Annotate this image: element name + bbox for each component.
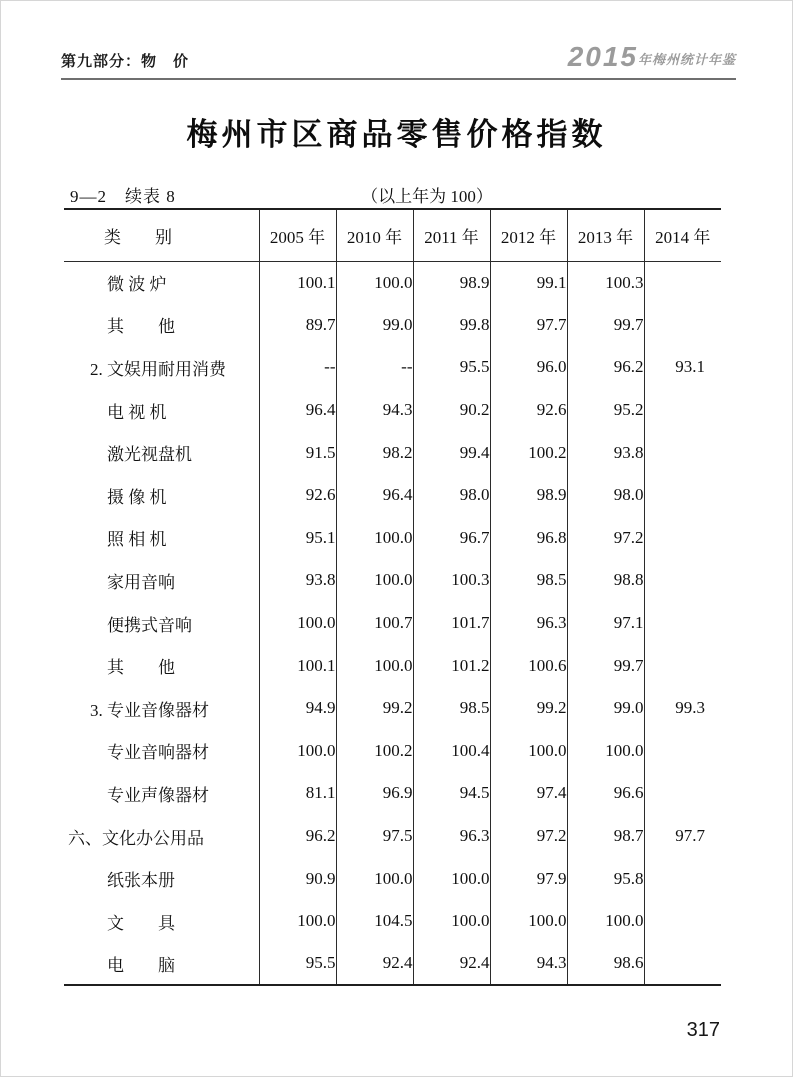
value-cell: 96.9 [336,772,413,815]
table-row [64,431,721,474]
value-cell: -- [336,346,413,389]
category-label: 2. 文娱用耐用消费 [90,359,226,379]
value-cell: 100.0 [413,900,490,943]
table-row [64,389,721,432]
value-cell [644,943,721,986]
table-row [64,644,721,687]
value-cell: 98.5 [413,687,490,730]
table-header [64,209,721,261]
page-title: 梅州市区商品零售价格指数 [186,117,607,152]
value-cell: 98.0 [413,474,490,517]
table-row [64,261,721,304]
value-cell: 81.1 [259,772,336,815]
table-row [64,602,721,645]
column-header-year-1: 2010 年 [336,209,413,261]
value-cell: 98.0 [567,474,644,517]
value-cell: 100.0 [259,900,336,943]
category-label: 文 具 [107,913,175,933]
category-label: 其 他 [107,658,175,678]
table-row [64,857,721,900]
column-header-category: 类 别 [64,209,259,261]
table-base-note: （以上年为 100） [361,187,493,206]
value-cell [644,772,721,815]
table-row [64,559,721,602]
category-label: 六、文化办公用品 [68,828,204,848]
value-cell: 100.7 [336,602,413,645]
value-cell [644,857,721,900]
value-cell: 99.8 [413,304,490,347]
value-cell: 100.0 [567,900,644,943]
value-cell: 100.4 [413,730,490,773]
column-header-year-2: 2011 年 [413,209,490,261]
value-cell: 100.1 [259,261,336,304]
value-cell: 100.6 [490,644,567,687]
table-row [64,815,721,858]
value-cell [644,644,721,687]
value-cell: 100.0 [567,730,644,773]
value-cell: 99.4 [413,431,490,474]
category-label: 其 他 [107,317,175,337]
value-cell: 99.0 [336,304,413,347]
category-label: 纸张本册 [107,871,175,891]
value-cell: 95.2 [567,389,644,432]
value-cell [644,474,721,517]
value-cell: 89.7 [259,304,336,347]
yearbook-name-text: 年梅州统计年鉴 [637,52,736,67]
section-header-text: 第九部分：物 价 [61,53,190,70]
column-header-year-0: 2005 年 [259,209,336,261]
category-label: 专业音响器材 [107,743,209,763]
value-cell: 100.0 [336,559,413,602]
category-label: 便携式音响 [107,615,192,635]
category-label: 微 波 炉 [107,275,167,295]
value-cell: 96.7 [413,517,490,560]
page-number: 317 [686,1019,720,1041]
value-cell [644,602,721,645]
value-cell: 100.0 [490,730,567,773]
value-cell: 92.4 [336,943,413,986]
table-header-row [64,209,721,261]
price-index-table [64,208,721,986]
value-cell: 96.8 [490,517,567,560]
category-label: 激光视盘机 [107,445,192,465]
value-cell: 101.7 [413,602,490,645]
value-cell: 90.2 [413,389,490,432]
table-body [64,261,721,985]
value-cell: 99.1 [490,261,567,304]
value-cell: 100.0 [413,857,490,900]
table-row [64,772,721,815]
table-row [64,474,721,517]
value-cell: 91.5 [259,431,336,474]
value-cell: 98.9 [413,261,490,304]
value-cell: 97.7 [490,304,567,347]
category-label: 家用音响 [107,572,175,592]
value-cell: 96.2 [567,346,644,389]
column-header-year-4: 2013 年 [567,209,644,261]
table-row [64,900,721,943]
value-cell: 98.8 [567,559,644,602]
value-cell: 99.2 [490,687,567,730]
value-cell: 96.0 [490,346,567,389]
value-cell: 92.6 [259,474,336,517]
value-cell: 96.6 [567,772,644,815]
value-cell: 93.8 [567,431,644,474]
value-cell [644,559,721,602]
table-row [64,943,721,986]
value-cell: 94.3 [490,943,567,986]
category-label: 电 视 机 [107,402,167,422]
table-row [64,687,721,730]
value-cell: 96.3 [413,815,490,858]
value-cell: -- [259,346,336,389]
value-cell: 96.3 [490,602,567,645]
value-cell: 99.7 [567,304,644,347]
table-row [64,304,721,347]
value-cell: 100.1 [259,644,336,687]
value-cell: 95.1 [259,517,336,560]
table-number: 9—2 续表 8 [70,187,176,206]
value-cell [644,900,721,943]
value-cell: 95.8 [567,857,644,900]
value-cell: 101.2 [413,644,490,687]
value-cell: 100.3 [567,261,644,304]
value-cell: 98.7 [567,815,644,858]
value-cell: 92.6 [490,389,567,432]
value-cell: 100.0 [336,517,413,560]
category-label: 专业声像器材 [107,785,209,805]
value-cell: 100.0 [490,900,567,943]
value-cell: 99.0 [567,687,644,730]
value-cell: 98.2 [336,431,413,474]
yearbook-year-text: 2015 [567,41,638,72]
value-cell [644,431,721,474]
value-cell: 96.4 [336,474,413,517]
value-cell: 97.7 [644,815,721,858]
value-cell [644,304,721,347]
value-cell: 100.2 [336,730,413,773]
value-cell: 96.2 [259,815,336,858]
table-row [64,517,721,560]
category-label: 摄 像 机 [107,487,167,507]
category-label: 3. 专业音像器材 [90,700,209,720]
value-cell: 100.0 [336,857,413,900]
value-cell: 100.3 [413,559,490,602]
value-cell: 99.3 [644,687,721,730]
category-label: 电 脑 [107,955,175,975]
value-cell [644,730,721,773]
table-row [64,730,721,773]
value-cell: 104.5 [336,900,413,943]
value-cell: 94.9 [259,687,336,730]
category-label: 照 相 机 [107,530,167,550]
value-cell: 100.0 [336,644,413,687]
value-cell [644,261,721,304]
value-cell: 97.5 [336,815,413,858]
value-cell: 99.7 [567,644,644,687]
value-cell: 100.2 [490,431,567,474]
value-cell: 93.8 [259,559,336,602]
value-cell [644,517,721,560]
value-cell: 97.1 [567,602,644,645]
running-header [61,43,736,80]
value-cell: 100.0 [259,602,336,645]
value-cell: 94.5 [413,772,490,815]
value-cell: 98.9 [490,474,567,517]
column-header-year-3: 2012 年 [490,209,567,261]
value-cell: 94.3 [336,389,413,432]
column-header-year-5: 2014 年 [644,209,721,261]
value-cell: 96.4 [259,389,336,432]
value-cell: 97.4 [490,772,567,815]
value-cell: 97.2 [567,517,644,560]
value-cell [644,389,721,432]
value-cell: 92.4 [413,943,490,986]
value-cell: 98.6 [567,943,644,986]
value-cell: 98.5 [490,559,567,602]
value-cell: 99.2 [336,687,413,730]
value-cell: 97.9 [490,857,567,900]
value-cell: 100.0 [336,261,413,304]
value-cell: 97.2 [490,815,567,858]
table-row [64,346,721,389]
value-cell: 95.5 [413,346,490,389]
value-cell: 100.0 [259,730,336,773]
table-caption-row [64,182,730,207]
value-cell: 93.1 [644,346,721,389]
value-cell: 95.5 [259,943,336,986]
yearbook-header [568,43,736,71]
value-cell: 90.9 [259,857,336,900]
